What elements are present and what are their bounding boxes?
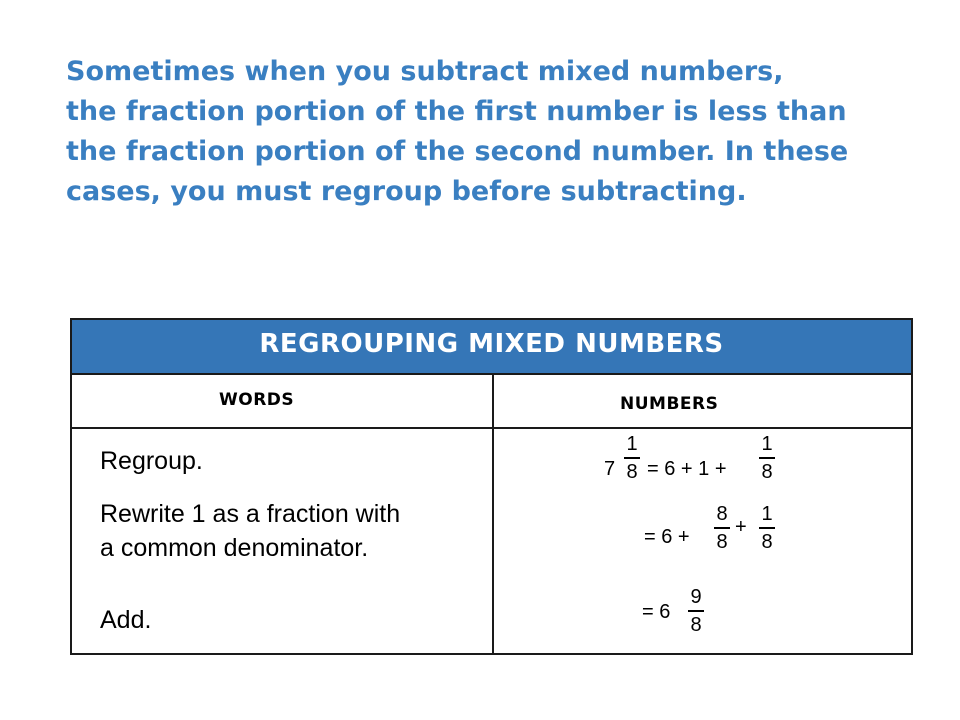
- intro-paragraph: [66, 52, 960, 212]
- intro-line-4: cases, you must regroup before subtracting.: [66, 176, 747, 207]
- fraction-bar: [688, 610, 704, 612]
- step-add-text: Add.: [100, 606, 152, 634]
- fraction-bar: [759, 457, 775, 459]
- intro-line-3: the fraction portion of the second number. In these: [66, 136, 849, 167]
- fraction-denominator: 8: [716, 531, 728, 553]
- step-rewrite-line-1: Rewrite 1 as a fraction with: [100, 500, 401, 528]
- step-regroup-text: Regroup.: [100, 447, 203, 475]
- step-rewrite-line-2: a common denominator.: [100, 534, 369, 562]
- fraction-denominator: 8: [761, 531, 773, 553]
- step-rewrite-text: [100, 497, 400, 565]
- fraction-numerator: 1: [626, 433, 638, 455]
- fraction-denominator: 8: [626, 461, 638, 483]
- fraction-bar: [714, 527, 730, 529]
- fraction-denominator: 8: [761, 461, 773, 483]
- intro-line-2: the fraction portion of the first number is less than: [66, 96, 847, 127]
- fraction-numerator: 9: [690, 586, 702, 608]
- fraction-numerator: 1: [761, 503, 773, 525]
- fraction-numerator: 8: [716, 503, 728, 525]
- fraction-bar: [759, 527, 775, 529]
- intro-line-1: Sometimes when you subtract mixed numbers,: [66, 56, 784, 87]
- fraction-denominator: 8: [690, 614, 702, 636]
- plus-operator: +: [735, 516, 747, 538]
- column-divider: [492, 375, 494, 655]
- column-header-words: WORDS: [219, 390, 295, 410]
- expression-text: = 6 +: [644, 526, 690, 548]
- header-row-divider: [72, 427, 911, 429]
- regrouping-table: [70, 318, 913, 655]
- fraction-numerator: 1: [761, 433, 773, 455]
- fraction-bar: [624, 457, 640, 459]
- column-header-numbers: NUMBERS: [620, 394, 719, 414]
- table-title: REGROUPING MIXED NUMBERS: [259, 329, 724, 359]
- table-header: [72, 320, 911, 375]
- expression-text: = 6 + 1 +: [647, 458, 727, 480]
- expression-text: = 6: [642, 601, 671, 623]
- whole-number: 7: [604, 458, 616, 480]
